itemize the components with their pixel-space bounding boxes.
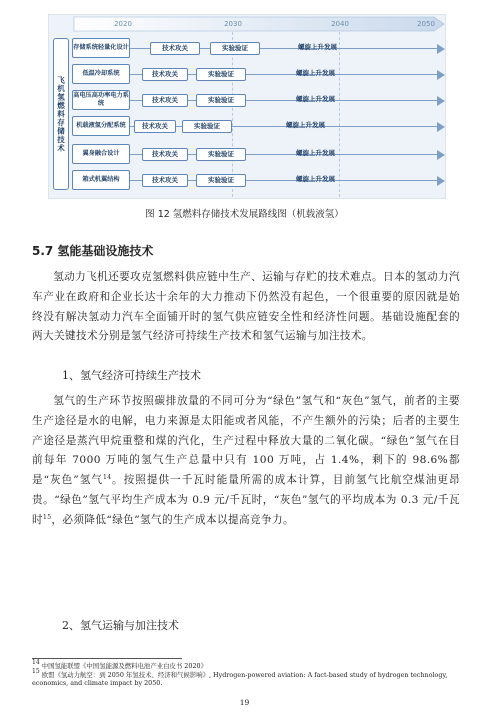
footnote-14 [32, 659, 462, 670]
box-tech-research: 技术攻关 [142, 174, 188, 187]
box-experiment-verify: 实验验证 [196, 94, 246, 107]
spiral-label: 螺旋上升发展 [296, 175, 335, 183]
arrow-head [437, 150, 445, 160]
arrow-head [437, 122, 445, 132]
roadmap-row [72, 64, 442, 84]
row-bar [130, 126, 440, 127]
spiral-label: 螺旋上升发展 [286, 121, 325, 129]
row-label: 低温冷却系统 [72, 64, 130, 84]
year-2020: 2020 [114, 20, 132, 28]
footnote-ref-15[interactable]: 15 [43, 513, 52, 521]
year-2030: 2030 [224, 20, 242, 28]
box-tech-research: 技术攻关 [134, 120, 176, 133]
row-label: 高电压高功率电力系统 [72, 90, 130, 110]
box-experiment-verify: 实验验证 [210, 42, 260, 55]
subheading-transport: 2、氢气运输与加注技术 [62, 619, 179, 632]
spiral-label: 螺旋上升发展 [298, 43, 337, 51]
roadmap-row [72, 90, 442, 110]
production-text-c: ，必须降低“绿色”氢气的生产成本以提高竞争力。 [51, 513, 294, 526]
footnote-divider [32, 658, 182, 659]
box-tech-research: 技术攻关 [142, 94, 188, 107]
spiral-label: 螺旋上升发展 [296, 69, 335, 77]
roadmap-row [72, 170, 442, 190]
box-experiment-verify: 实验验证 [196, 148, 246, 161]
footnote-15-text: 欧盟《氢动力航空：到 2050 年氢技术、经济和气候影响》, Hydrogen-powered aviation: A fact-based study of hydrogen technology, economics, and climate impact by 2050. [32, 671, 448, 688]
production-text-b: 。按照提供一千瓦时能量所需的成本计算，目前氢气比航空煤油更昂贵。“绿色”氢气平均生产成本为 0.9 元/千瓦时，“灰色”氢气的平均成本为 0.3 元/千瓦时 [32, 474, 460, 526]
box-experiment-verify: 实验验证 [196, 68, 246, 81]
roadmap-figure [48, 14, 446, 199]
roadmap-row [72, 144, 442, 164]
production-paragraph [32, 392, 460, 531]
arrow-head [437, 70, 445, 80]
year-2050: 2050 [417, 20, 435, 28]
box-tech-research: 技术攻关 [150, 42, 200, 55]
box-tech-research: 技术攻关 [142, 148, 188, 161]
box-tech-research: 技术攻关 [142, 68, 188, 81]
roadmap-row [72, 116, 442, 136]
roadmap-row [72, 38, 442, 58]
row-label: 翼身融合设计 [72, 144, 130, 164]
subheading-production: 1、氢气经济可持续生产技术 [62, 369, 201, 382]
year-2040: 2040 [331, 20, 349, 28]
box-experiment-verify: 实验验证 [196, 174, 246, 187]
arrow-head [437, 176, 445, 186]
production-text-a: 氢气的生产环节按照碳排放量的不同可分为“绿色”氢气和“灰色”氢气，前者的主要生产途径是水的电解，电力来源是太阳能或者风能，不产生额外的污染；后者的主要生产途径是蒸汽甲烷重整和煤的汽化，生产过程中释放大量的二氧化碳。“绿色”氢气在目前每年 7000 万吨的氢气生产总量中只有 100 万吨，占 1.4%，剩下的 98.6%都是“灰色”氢气 [32, 395, 460, 487]
box-experiment-verify: 实验验证 [182, 120, 232, 133]
footnote-14-text: 中国氢能联盟《中国氢能源及燃料电池产业白皮书 2020》 [41, 662, 207, 670]
arrow-head [437, 96, 445, 106]
footnote-ref-14[interactable]: 14 [102, 474, 112, 482]
side-label: 飞机氢燃料存储技术 [53, 38, 69, 190]
arrow-head [437, 44, 445, 54]
figure-caption: 图 12 氢燃料存储技术发展路线图（机载液氢） [145, 209, 344, 220]
row-label: 机载液氢分配系统 [72, 116, 130, 136]
intro-paragraph: 氢动力飞机还要攻克氢燃料供应链中生产、运输与存贮的技术难点。日本的氢动力汽车产业在政府和企业长达十余年的大力推动下仍然没有起色，一个很重要的原因就是始终没有解决氢动力汽车全面铺开时的氢气供应链安全性和经济性问题。基础设施配套的两大关键技术分别是氢气经济可持续生产技术和氢气运输与加注技术。 [32, 271, 460, 343]
spiral-label: 螺旋上升发展 [296, 95, 335, 103]
footnote-15 [32, 668, 462, 688]
section-title: 5.7 氢能基础设施技术 [32, 244, 154, 258]
row-label: 存储系统轻量化设计 [72, 38, 130, 58]
spiral-label: 螺旋上升发展 [296, 149, 335, 157]
footnote-15-number: 15 [32, 668, 40, 675]
page-number: 19 [239, 698, 250, 707]
row-label: 箱式机翼结构 [72, 170, 130, 190]
footnote-14-number: 14 [32, 659, 40, 666]
